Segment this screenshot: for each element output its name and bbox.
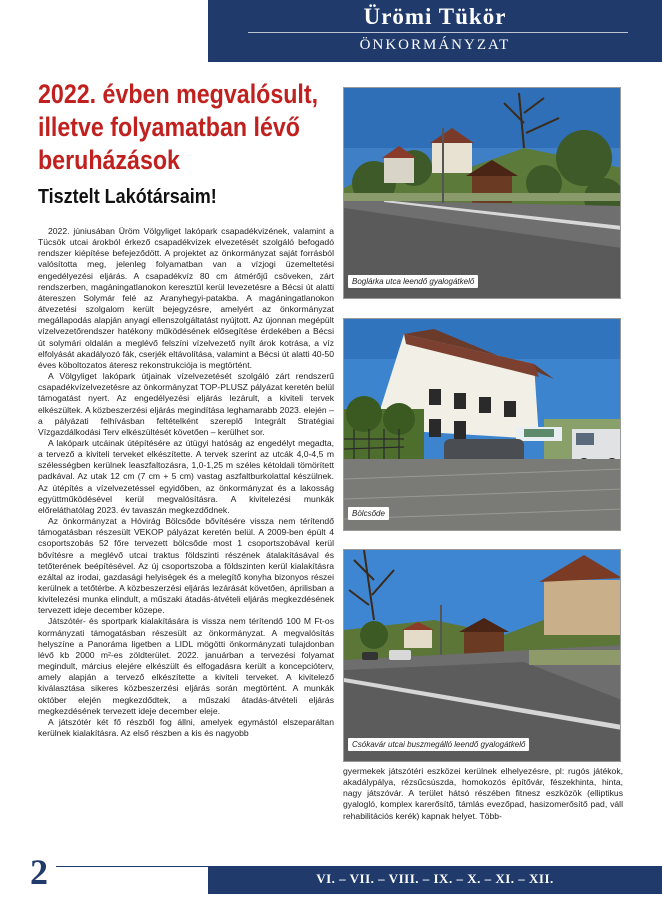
- section-label: ÖNKORMÁNYZAT: [359, 37, 511, 53]
- page-number: 2: [22, 852, 56, 892]
- issue-months: VI. – VII. – VIII. – IX. – X. – XI. – XII.: [316, 871, 554, 886]
- nursery-building-illustration: [344, 319, 621, 531]
- photo-csokavar-bus-stop: [343, 549, 621, 762]
- photo-caption: Bölcsőde: [348, 507, 389, 520]
- header-divider: [248, 32, 628, 33]
- photo-caption: Boglárka utca leendő gyalogátkelő: [348, 275, 478, 288]
- bus-stop-scene-illustration: [344, 550, 621, 762]
- headline-line-3: beruházások: [38, 145, 180, 175]
- paragraph: Az önkormányzat a Hóvirág Bölcsőde bővítésére vissza nem térítendő támogatásban részesült VEKOP pályázat keretén belül. A 2009-ben épült 4 csoportszobás 52 főre tervezett bölcsőde most 1 csoportszobával kerül bővítésre a meglévő utcai traktus földszinti részének átalakításával és tetőterének beépítésével. Az új csoportszoba a földszinten kerül kialakításra ezáltal az irodai, gazdasági helyiségek és a melegítő konyha bizonyos részei kerülnek a tetőtérbe. A közbeszerzési eljárás lezárását követően, áprilisban a kivitelezési munka elindult, a műszaki átadás-átvételi eljárás megkezdésének tervezett ideje december közepe.: [38, 516, 334, 616]
- photo-boglarka-street: [343, 87, 621, 299]
- paragraph: A játszótér két fő részből fog állni, amelyek egymástól elszeparáltan kerülnek kialakításra. Az első részben a kis és nagyobb: [38, 716, 334, 739]
- paragraph: A Völgyliget lakópark útjainak vízelvezetését szolgáló zárt rendszerű csapadékvízelvezetésre az önkormányzat TOP-PLUSZ pályázat keretén belül támogatást nyert. Az engedélyezési eljárás lezárult, a kiviteli tervek elkészültek. A közbeszerzési eljárás megindítása leghamarabb 2023. elején – a pályázati felhívásban feltételként szereplő Integrált Stratégiai Vízgazdálkodási Terv elkészültését követően – kerülhet sor.: [38, 371, 334, 437]
- magazine-title: Ürömi Tükör: [363, 4, 507, 29]
- headline-line-2: illetve folyamatban lévő: [38, 112, 300, 142]
- paragraph: 2022. júniusában Üröm Völgyliget lakópark csapadékvizének, valamint a Tücsök utcai árokból érkező csapadékvizek elvezetését szolgáló befogadó rendszer kiépítése befejeződött. A projektet az önkormányzat saját forrásból valósította meg, jelenleg folyamatban van a vízjogi üzemeltetési engedélyezési eljárás. A csapadékvíz 80 cm átmérőjű csöveken, zárt rendszerben, magáningatlanokon keresztül kerül levezetésre a Bécsi út alatti átereszen Solymár felé az Aranyhegyi-patakba. A magáningatlanokon átvezetési szolgalom került bejegyzésre, amelyért az önkormányzat megállapodás alapján anyagi ellenszolgáltatást nyújtott. Az újonnan megépült vízelvezetőrendszer hatékony működésének elősegítése érdekében a Bécsi út solymári oldalán a meglévő felszíni vízelvezető nyílt árok kotrása, a víz elfolyását akadályozó fák, cserjék eltávolítása, valamint a Bécsi út alatti 40-50 éves köboltozatos áteresz rekonstrukciója is megtörtént.: [38, 226, 334, 370]
- footer-divider: [38, 866, 216, 867]
- headline-line-1: 2022. évben megvalósult,: [38, 79, 319, 109]
- article-headline: [38, 78, 339, 177]
- photo-nursery: [343, 318, 621, 531]
- greeting: Tisztelt Lakótársaim!: [38, 186, 217, 208]
- article-body: [38, 226, 334, 739]
- street-scene-illustration: [344, 88, 621, 299]
- page-header: [0, 0, 662, 62]
- paragraph: A lakópark utcáinak útépítésére az útügyi hatóság az engedélyt megadta, a tervező a kiviteli terveket elkészítette. A tervek szerint az utcák 4,0-4,5 m szélességben kerülnek leaszfaltozásra, 1,0-1,25 m széles kétoldali tömörített padkával. Az utak 12 cm (7 cm + 5 cm) vastag aszfaltburkolattal készülnek. Az útépítés a vízelvezetéssel egyidőben, az önkormányzat és a lakosság együttműködésével kerül megvalósításra. A kivitelezési munkák előreláthatólag 2023. év tavaszán megkezdődnek.: [38, 437, 334, 515]
- paragraph: Játszótér- és sportpark kialakítására is vissza nem térítendő 100 M Ft-os kormányzati támogatásban részesült az önkormányzat. A megvalósítás helyszíne a Panoráma ligetben a LIDL mögötti önkormányzati tulajdonban lévő kb 2000 m²-es zöldterület. 2022. januárban a tervezési folyamat megindult, március elejére elkészült és elfogadásra került a koncepcióterv, amely alapján a tervező elkészítette a kiviteli terveket. A kivitelező kiválasztása sikeres közbeszerzési eljárás során megtörtént. A munkák október elején megkezdődtek, a műszaki átadás-átvételi eljárás megkezdésének tervezett ideje december eleje.: [38, 616, 334, 716]
- article-body-continuation: gyermekek játszótéri eszközei kerülnek elhelyezésre, pl: rugós játékok, akadálypálya, rézsűcsúszda, homokozós építővár, fészekhinta, hinta, nagy játszóvár. A terület hátsó részében fitnesz eszközök (elliptikus gyalogló, komplex karerősítő, támlás evezőpad, hasizomerősítő pad, váll rehabilitációs kerék) kapnak helyet. Több-: [343, 766, 623, 821]
- photo-caption: Csókavár utcai buszmegálló leendő gyalogátkelő: [348, 738, 529, 751]
